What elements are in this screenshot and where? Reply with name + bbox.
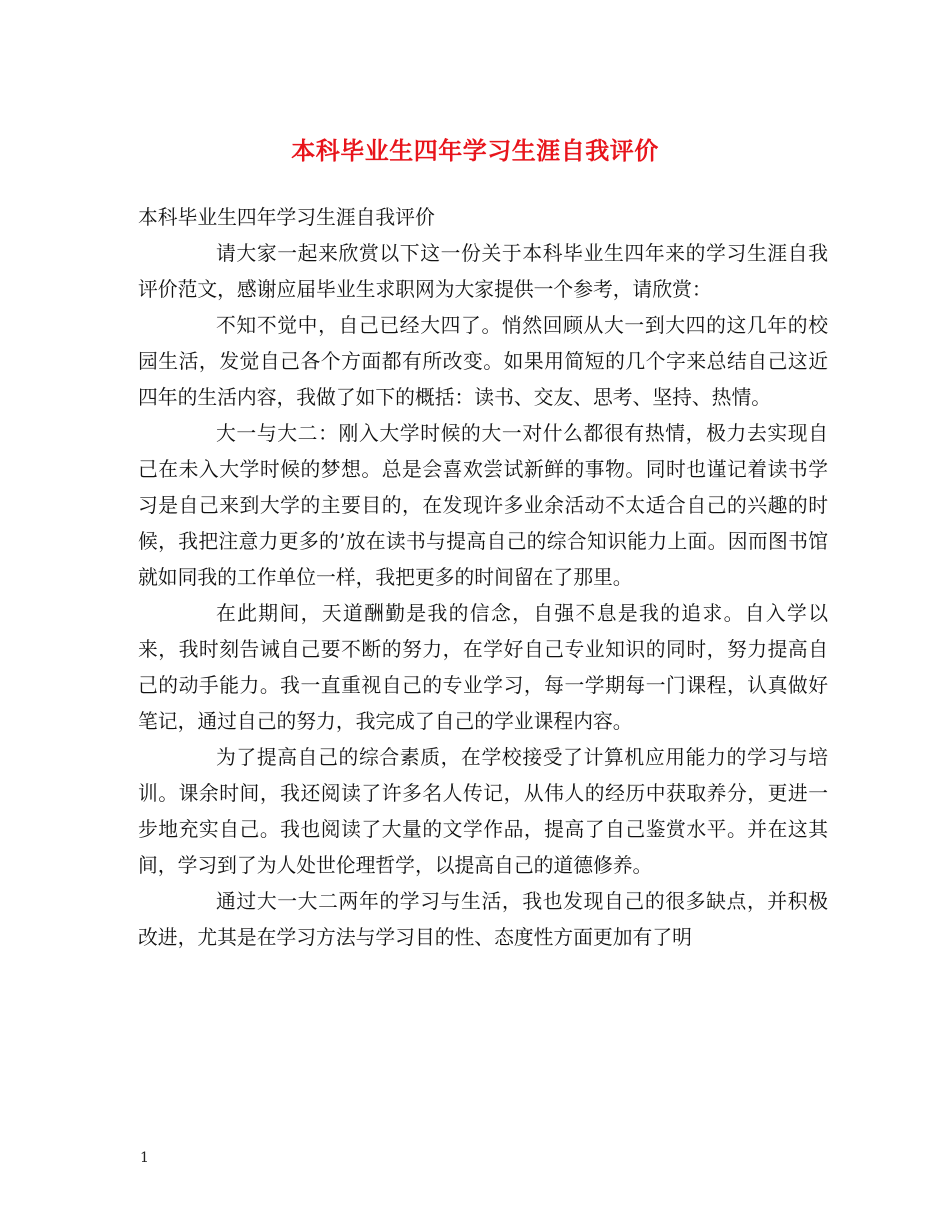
paragraph-1: 请大家一起来欣赏以下这一份关于本科毕业生四年来的学习生涯自我评价范文，感谢应届毕业生求职网为大家提供一个参考，请欣赏： [138,242,828,301]
paragraph-3: 大一与大二：刚入大学时候的大一对什么都很有热情，极力去实现自己在未入大学时候的梦想。总是会喜欢尝试新鲜的事物。同时也谨记着读书学习是自己来到大学的主要目的，在发现许多业余活动不太适合自己的兴趣的时候，我把注意力更多的’放在读书与提高自己的综合知识能力上面。因而图书馆就如同我的工作单位一样，我把更多的时间留在了那里。 [138,422,828,589]
document-body [138,200,828,956]
paragraph-6: 通过大一大二两年的学习与生活，我也发现自己的很多缺点，并积极改进，尤其是在学习方法与学习目的性、态度性方面更加有了明 [138,890,828,949]
document-subtitle: 本科毕业生四年学习生涯自我评价 [138,206,435,229]
document-title: 本科毕业生四年学习生涯自我评价 [291,136,659,165]
paragraph-2: 不知不觉中，自己已经大四了。悄然回顾从大一到大四的这几年的校园生活，发觉自己各个方面都有所改变。如果用简短的几个字来总结自己这近四年的生活内容，我做了如下的概括：读书、交友、思考、坚持、热情。 [138,314,828,409]
page-number: 1 [140,1150,149,1166]
paragraph-4: 在此期间，天道酬勤是我的信念，自强不息是我的追求。自入学以来，我时刻告诫自己要不断的努力，在学好自己专业知识的同时，努力提高自己的动手能力。我一直重视自己的专业学习，每一学期每一门课程，认真做好笔记，通过自己的努力，我完成了自己的学业课程内容。 [138,602,828,733]
paragraph-5: 为了提高自己的综合素质，在学校接受了计算机应用能力的学习与培训。课余时间，我还阅读了许多名人传记，从伟人的经历中获取养分，更进一步地充实自己。我也阅读了大量的文学作品，提高了自己鉴赏水平。并在这其间，学习到了为人处世伦理哲学，以提高自己的道德修养。 [138,746,828,877]
